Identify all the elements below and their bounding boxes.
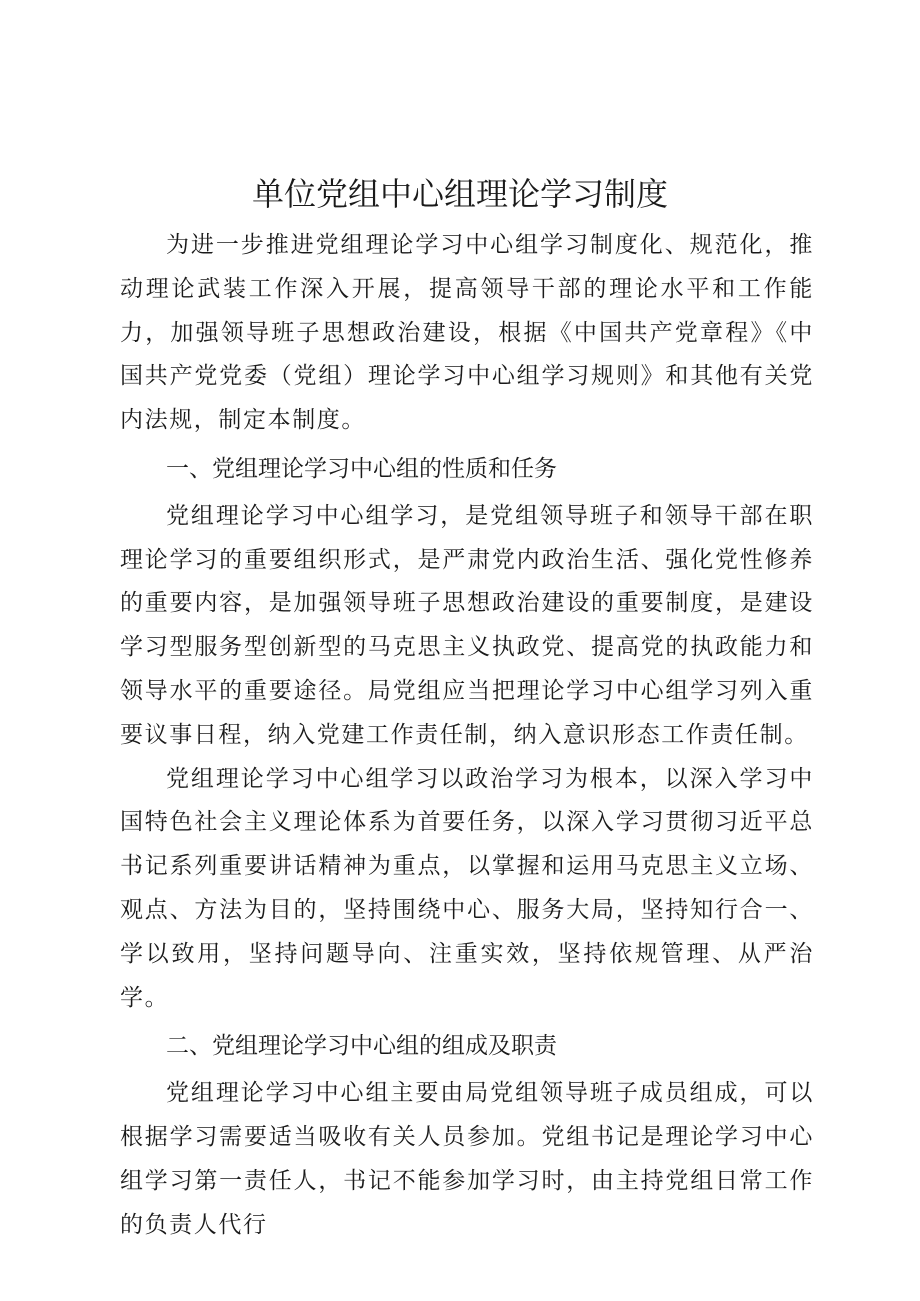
- section-heading-2: 二、党组理论学习中心组的组成及职责: [166, 1033, 557, 1060]
- section-heading-1: 一、党组理论学习中心组的性质和任务: [166, 455, 557, 482]
- document-title: 单位党组中心组理论学习制度: [251, 175, 668, 213]
- section-1-paragraph-1: 党组理论学习中心组学习，是党组领导班子和领导干部在职理论学习的重要组织形式，是严肃党内政治生活、强化党性修养的重要内容，是加强领导班子思想政治建设的重要制度，是建设学习型服务型创新型的马克思主义执政党、提高党的执政能力和领导水平的重要途径。局党组应当把理论学习中心组学习列入重要议事日程，纳入党建工作责任制，纳入意识形态工作责任制。: [120, 502, 814, 748]
- section-2-paragraph-1: 党组理论学习中心组主要由局党组领导班子成员组成，可以根据学习需要适当吸收有关人员参加。党组书记是理论学习中心组学习第一责任人，书记不能参加学习时，由主持党组日常工作的负责人代行: [120, 1080, 814, 1238]
- section-1-paragraph-2: 党组理论学习中心组学习以政治学习为根本，以深入学习中国特色社会主义理论体系为首要任务，以深入学习贯彻习近平总书记系列重要讲话精神为重点，以掌握和运用马克思主义立场、观点、方法为目的，坚持围绕中心、服务大局，坚持知行合一、学以致用，坚持问题导向、注重实效，坚持依规管理、从严治学。: [120, 765, 814, 1011]
- document-body: [120, 224, 814, 1247]
- intro-paragraph: 为进一步推进党组理论学习中心组学习制度化、规范化，推动理论武装工作深入开展，提高领导干部的理论水平和工作能力，加强领导班子思想政治建设，根据《中国共产党章程》《中国共产党党委（党组）理论学习中心组学习规则》和其他有关党内法规，制定本制度。: [120, 232, 814, 434]
